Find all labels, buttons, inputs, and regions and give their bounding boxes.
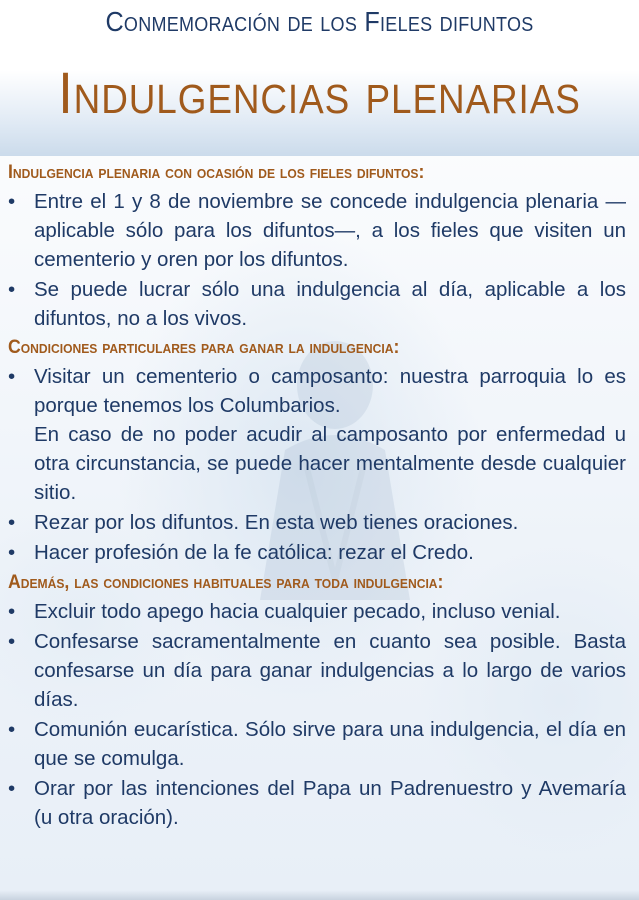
list-item: • Confesarse sacramentalmente en cuanto sea posible. Basta confesarse un día para ganar indulgencias a lo largo de varios días. <box>8 627 626 714</box>
bullet-list-usual-conditions <box>8 597 626 832</box>
section-heading-conditions: Condiciones particulares para ganar la indulgencia: <box>8 337 400 358</box>
list-item: • Hacer profesión de la fe católica: rezar el Credo. <box>8 538 626 567</box>
page-title: Indulgencias plenarias <box>58 61 581 126</box>
bullet-list-indulgence <box>8 187 626 333</box>
section-heading-usual-conditions: Además, las condiciones habituales para toda indulgencia: <box>8 572 444 593</box>
supertitle: Conmemoración de los Fieles difuntos <box>105 6 534 37</box>
header-banner <box>0 0 639 156</box>
list-item: • Comunión eucarística. Sólo sirve para una indulgencia, el día en que se comulga. <box>8 715 626 773</box>
list-item: • Orar por las intenciones del Papa un Padrenuestro y Avemaría (u otra oración). <box>8 774 626 832</box>
list-item <box>8 362 626 507</box>
list-item: • Se puede lucrar sólo una indulgencia al día, aplicable a los difuntos, no a los vivos. <box>8 275 626 333</box>
list-item: • Rezar por los difuntos. En esta web tienes oraciones. <box>8 508 626 537</box>
content <box>8 160 626 833</box>
list-item: • Excluir todo apego hacia cualquier pecado, incluso venial. <box>8 597 626 626</box>
list-item: • Entre el 1 y 8 de noviembre se concede indulgencia plenaria —aplicable sólo para los difuntos—, a los fieles que visiten un cementerio y oren por los difuntos. <box>8 187 626 274</box>
list-item-text: Visitar un cementerio o camposanto: nuestra parroquia lo es porque tenemos los Columbarios. <box>34 365 626 417</box>
list-item-note: En caso de no poder acudir al camposanto por enfermedad u otra circunstancia, se puede hacer mentalmente desde cualquier sitio. <box>34 423 626 504</box>
section-heading-indulgence: Indulgencia plenaria con ocasión de los fieles difuntos: <box>8 162 425 183</box>
bullet-list-conditions <box>8 362 626 567</box>
